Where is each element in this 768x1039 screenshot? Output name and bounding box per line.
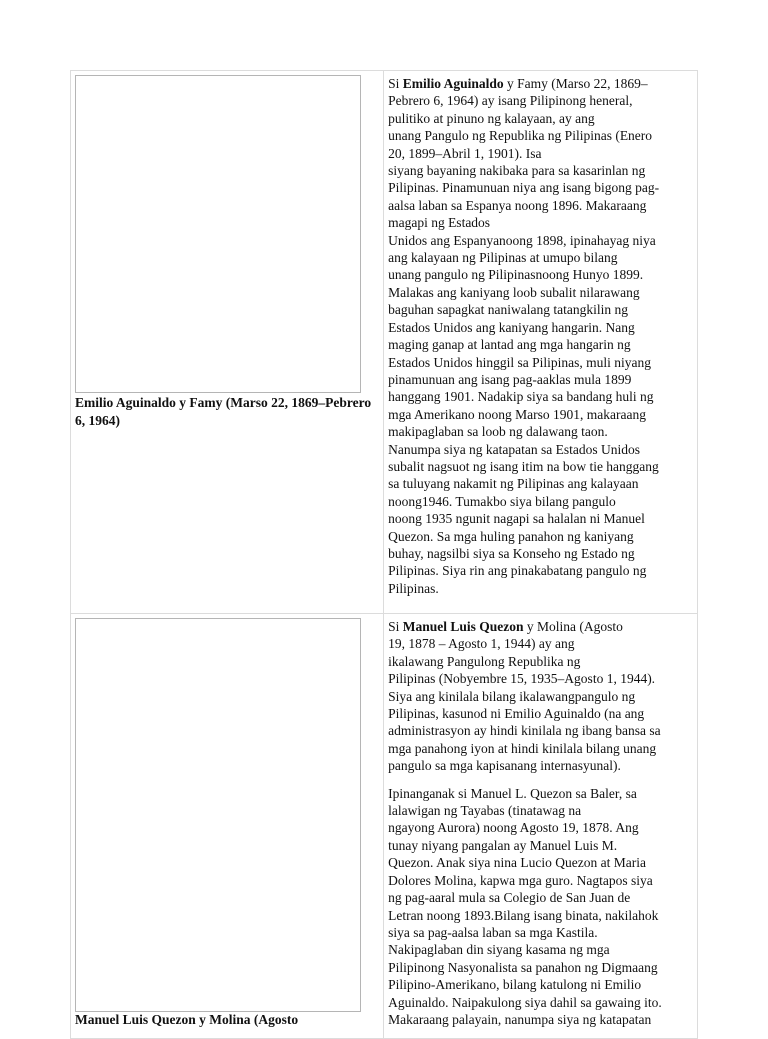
table-row — [71, 71, 698, 614]
text-line: Pilipinas (Nobyembre 15, 1935–Agosto 1, 1944). — [388, 671, 656, 687]
quezon-biography — [384, 614, 697, 1028]
text-line: administrasyon ay hindi kinilala ng ibang bansa sa — [388, 723, 661, 739]
text-segment: y Molina (Agosto — [523, 619, 623, 634]
text-line: Pilipinas, kasunod ni Emilio Aguinaldo (na ang — [388, 706, 645, 722]
text-line: pulitiko at pinuno ng kalayaan, ay ang — [388, 110, 595, 126]
text-line: Quezon. Sa mga huling panahon ng kaniyang — [388, 528, 634, 544]
text-line: buhay, nagsilbi siya sa Konseho ng Estado ng — [388, 545, 635, 561]
text-line: Malakas ang kaniyang loob subalit nilarawang — [388, 284, 640, 300]
quezon-caption: Manuel Luis Quezon y Molina (Agosto — [75, 1012, 299, 1027]
text-line: Siya ang kinilala bilang ikalawangpangulo ng — [388, 688, 636, 704]
text-line: unang pangulo ng Pilipinasnoong Hunyo 1899. — [388, 267, 644, 283]
text-line: maging ganap at lantad ang mga hangarin ng — [388, 337, 631, 353]
biography-table — [70, 70, 698, 1039]
text-line: noong 1935 ngunit nagapi sa halalan ni Manuel — [388, 511, 645, 527]
text-line: siya sa pag-aalsa laban sa mga Kastila. — [388, 924, 598, 940]
text-segment: Si — [388, 76, 403, 91]
quezon-portrait-image — [75, 618, 361, 1012]
text-line: Pilipino-Amerikano, bilang katulong ni Emilio — [388, 977, 642, 993]
text-line: Nanumpa siya ng katapatan sa Estados Unidos — [388, 441, 641, 457]
text-line: ngayong Aurora) noong Agosto 19, 1878. Ang — [388, 820, 639, 836]
biography-paragraph — [388, 785, 693, 1029]
text-line: baguhan sapagkat naniwalang tatangkilin ng — [388, 302, 629, 318]
text-line: pangulo sa mga kapisanang internasyunal). — [388, 758, 621, 774]
text-line: hanggang 1901. Nadakip siya sa bandang huli ng — [388, 389, 654, 405]
person-name: Emilio Aguinaldo — [402, 76, 504, 91]
biography-paragraph — [388, 75, 693, 597]
text-line: Pilipinas. — [388, 580, 439, 596]
text-line: Ipinanganak si Manuel L. Quezon sa Baler, sa — [388, 785, 637, 801]
text-line: Aguinaldo. Naipakulong siya dahil sa gawaing ito. — [388, 994, 662, 1010]
text-line: lalawigan ng Tayabas (tinatawag na — [388, 803, 582, 819]
person-name: Manuel Luis Quezon — [402, 619, 524, 634]
text-line: ang kalayaan ng Pilipinas at umupo bilang — [388, 250, 618, 266]
text-line: subalit nagsuot ng isang itim na bow tie hanggang — [388, 458, 659, 474]
text-line: Estados Unidos hinggil sa Pilipinas, muli niyang — [388, 354, 651, 370]
text-line: Pilipinas. Pinamunuan niya ang isang bigong pag- — [388, 180, 660, 196]
quezon-text-cell — [384, 614, 698, 1039]
text-line — [388, 75, 693, 92]
text-line: noong1946. Tumakbo siya bilang pangulo — [388, 493, 616, 509]
text-line: Pilipinong Nasyonalista sa panahon ng Digmaang — [388, 959, 658, 975]
aguinaldo-biography — [384, 71, 697, 597]
text-line: unang Pangulo ng Republika ng Pilipinas (Enero — [388, 128, 653, 144]
aguinaldo-text-cell — [384, 71, 698, 614]
biography-paragraph — [388, 618, 693, 775]
text-line: Dolores Molina, kapwa mga guro. Nagtapos siya — [388, 872, 653, 888]
text-line: pinamunuan ang isang pag-aaklas mula 1899 — [388, 371, 632, 387]
text-line: aalsa laban sa Espanya noong 1896. Makaraang — [388, 197, 647, 213]
text-line: Makaraang palayain, nanumpa siya ng katapatan — [388, 1011, 652, 1027]
text-line: 19, 1878 – Agosto 1, 1944) ay ang — [388, 636, 575, 652]
text-line: sa tuluyang nakamit ng Pilipinas ang kalayaan — [388, 476, 639, 492]
text-line: mga Amerikano noong Marso 1901, makaraang — [388, 406, 647, 422]
text-line: Pilipinas. Siya rin ang pinakabatang pangulo ng — [388, 563, 647, 579]
text-segment: Si — [388, 619, 403, 634]
text-line: mga panahong iyon at hindi kinilala bilang unang — [388, 740, 657, 756]
text-line: tunay niyang pangalan ay Manuel Luis M. — [388, 837, 618, 853]
aguinaldo-image-cell — [71, 71, 384, 614]
text-line: ng pag-aaral mula sa Colegio de San Juan de — [388, 890, 631, 906]
quezon-image-cell — [71, 614, 384, 1039]
aguinaldo-portrait-image — [75, 75, 361, 393]
text-line: Estados Unidos ang kaniyang hangarin. Nang — [388, 319, 635, 335]
text-line: 20, 1899–Abril 1, 1901). Isa — [388, 145, 542, 161]
text-line — [388, 618, 693, 635]
text-segment: y Famy (Marso 22, 1869– — [503, 76, 648, 91]
text-line: Quezon. Anak siya nina Lucio Quezon at Maria — [388, 855, 646, 871]
text-line: Unidos ang Espanyanoong 1898, ipinahayag niya — [388, 232, 656, 248]
text-line: Letran noong 1893.Bilang isang binata, nakilahok — [388, 907, 659, 923]
text-line: siyang bayaning nakibaka para sa kasarinlan ng — [388, 163, 646, 179]
text-line: makipaglaban sa loob ng dalawang taon. — [388, 424, 608, 440]
text-line: Nakipaglaban din siyang kasama ng mga — [388, 942, 610, 958]
aguinaldo-caption: Emilio Aguinaldo y Famy (Marso 22, 1869–Pebrero 6, 1964) — [75, 395, 372, 428]
text-line: magapi ng Estados — [388, 215, 491, 231]
table-row — [71, 614, 698, 1039]
text-line: Pebrero 6, 1964) ay isang Pilipinong heneral, — [388, 93, 633, 109]
text-line: ikalawang Pangulong Republika ng — [388, 653, 581, 669]
